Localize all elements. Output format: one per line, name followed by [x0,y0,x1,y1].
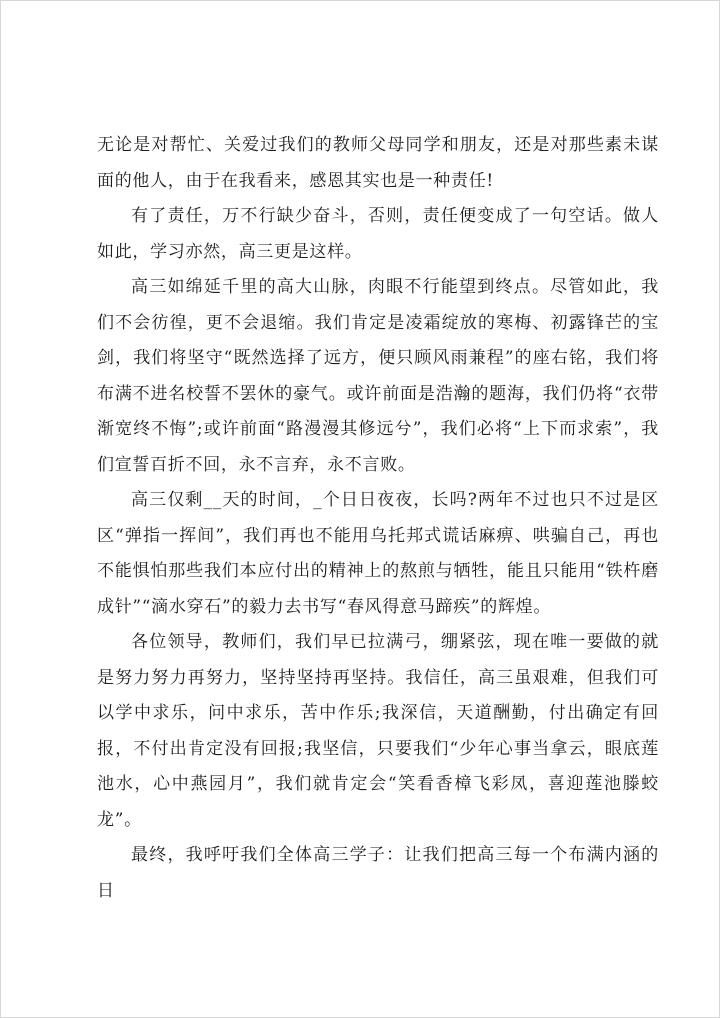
paragraph-mountain: 高三如绵延千里的高大山脉，肉眼不行能望到终点。尽管如此，我们不会彷徨，更不会退缩。我们肯定是凌霜绽放的寒梅、初露锋芒的宝剑，我们将坚守“既然选择了远方，便只顾风雨兼程”的座右铭，我们将布满不进名校誓不罢休的豪气。或许前面是浩瀚的题海，我们仍将“衣带渐宽终不悔”;或许前面“路漫漫其修远兮”，我们必将“上下而求索”，我们宣誓百折不回，永不言弃，永不言败。 [97,277,659,475]
paragraph-responsibility: 有了责任，万不行缺少奋斗，否则，责任便变成了一句空话。做人如此，学习亦然，高三更是这样。 [97,206,659,262]
paragraph-leaders-teachers: 各位领导，教师们，我们早已拉满弓，绷紧弦，现在唯一要做的就是努力努力再努力，坚持坚持再坚持。我信任，高三虽艰难，但我们可以学中求乐，问中求乐，苦中作乐;我深信，天道酬勤，付出确定有回报，不付出肯定没有回报;我坚信，只要我们“少年心事当拿云，眼底莲池水，心中燕园月”，我们就肯定会“笑看香樟飞彩凤，喜迎莲池滕蛟龙”。 [97,632,659,830]
paragraph-continuation: 无论是对帮忙、关爱过我们的教师父母同学和朋友，还是对那些素未谋面的他人，由于在我看来，感恩其实也是一种责任! [97,135,659,191]
document-body [97,128,659,909]
paragraph-final-appeal: 最终，我呼吁我们全体高三学子：让我们把高三每一个布满内涵的日 [97,845,659,901]
paragraph-remaining-days: 高三仅剩__天的时间，_个日日夜夜，长吗?两年不过也只不过是区区“弹指一挥间”，我们再也不能用乌托邦式谎话麻痹、哄骗自己，再也不能惧怕那些我们本应付出的精神上的熬煎与牺牲，能且只能用“铁杵磨成针”“滴水穿石”的毅力去书写“春风得意马蹄疾”的辉煌。 [97,490,659,617]
